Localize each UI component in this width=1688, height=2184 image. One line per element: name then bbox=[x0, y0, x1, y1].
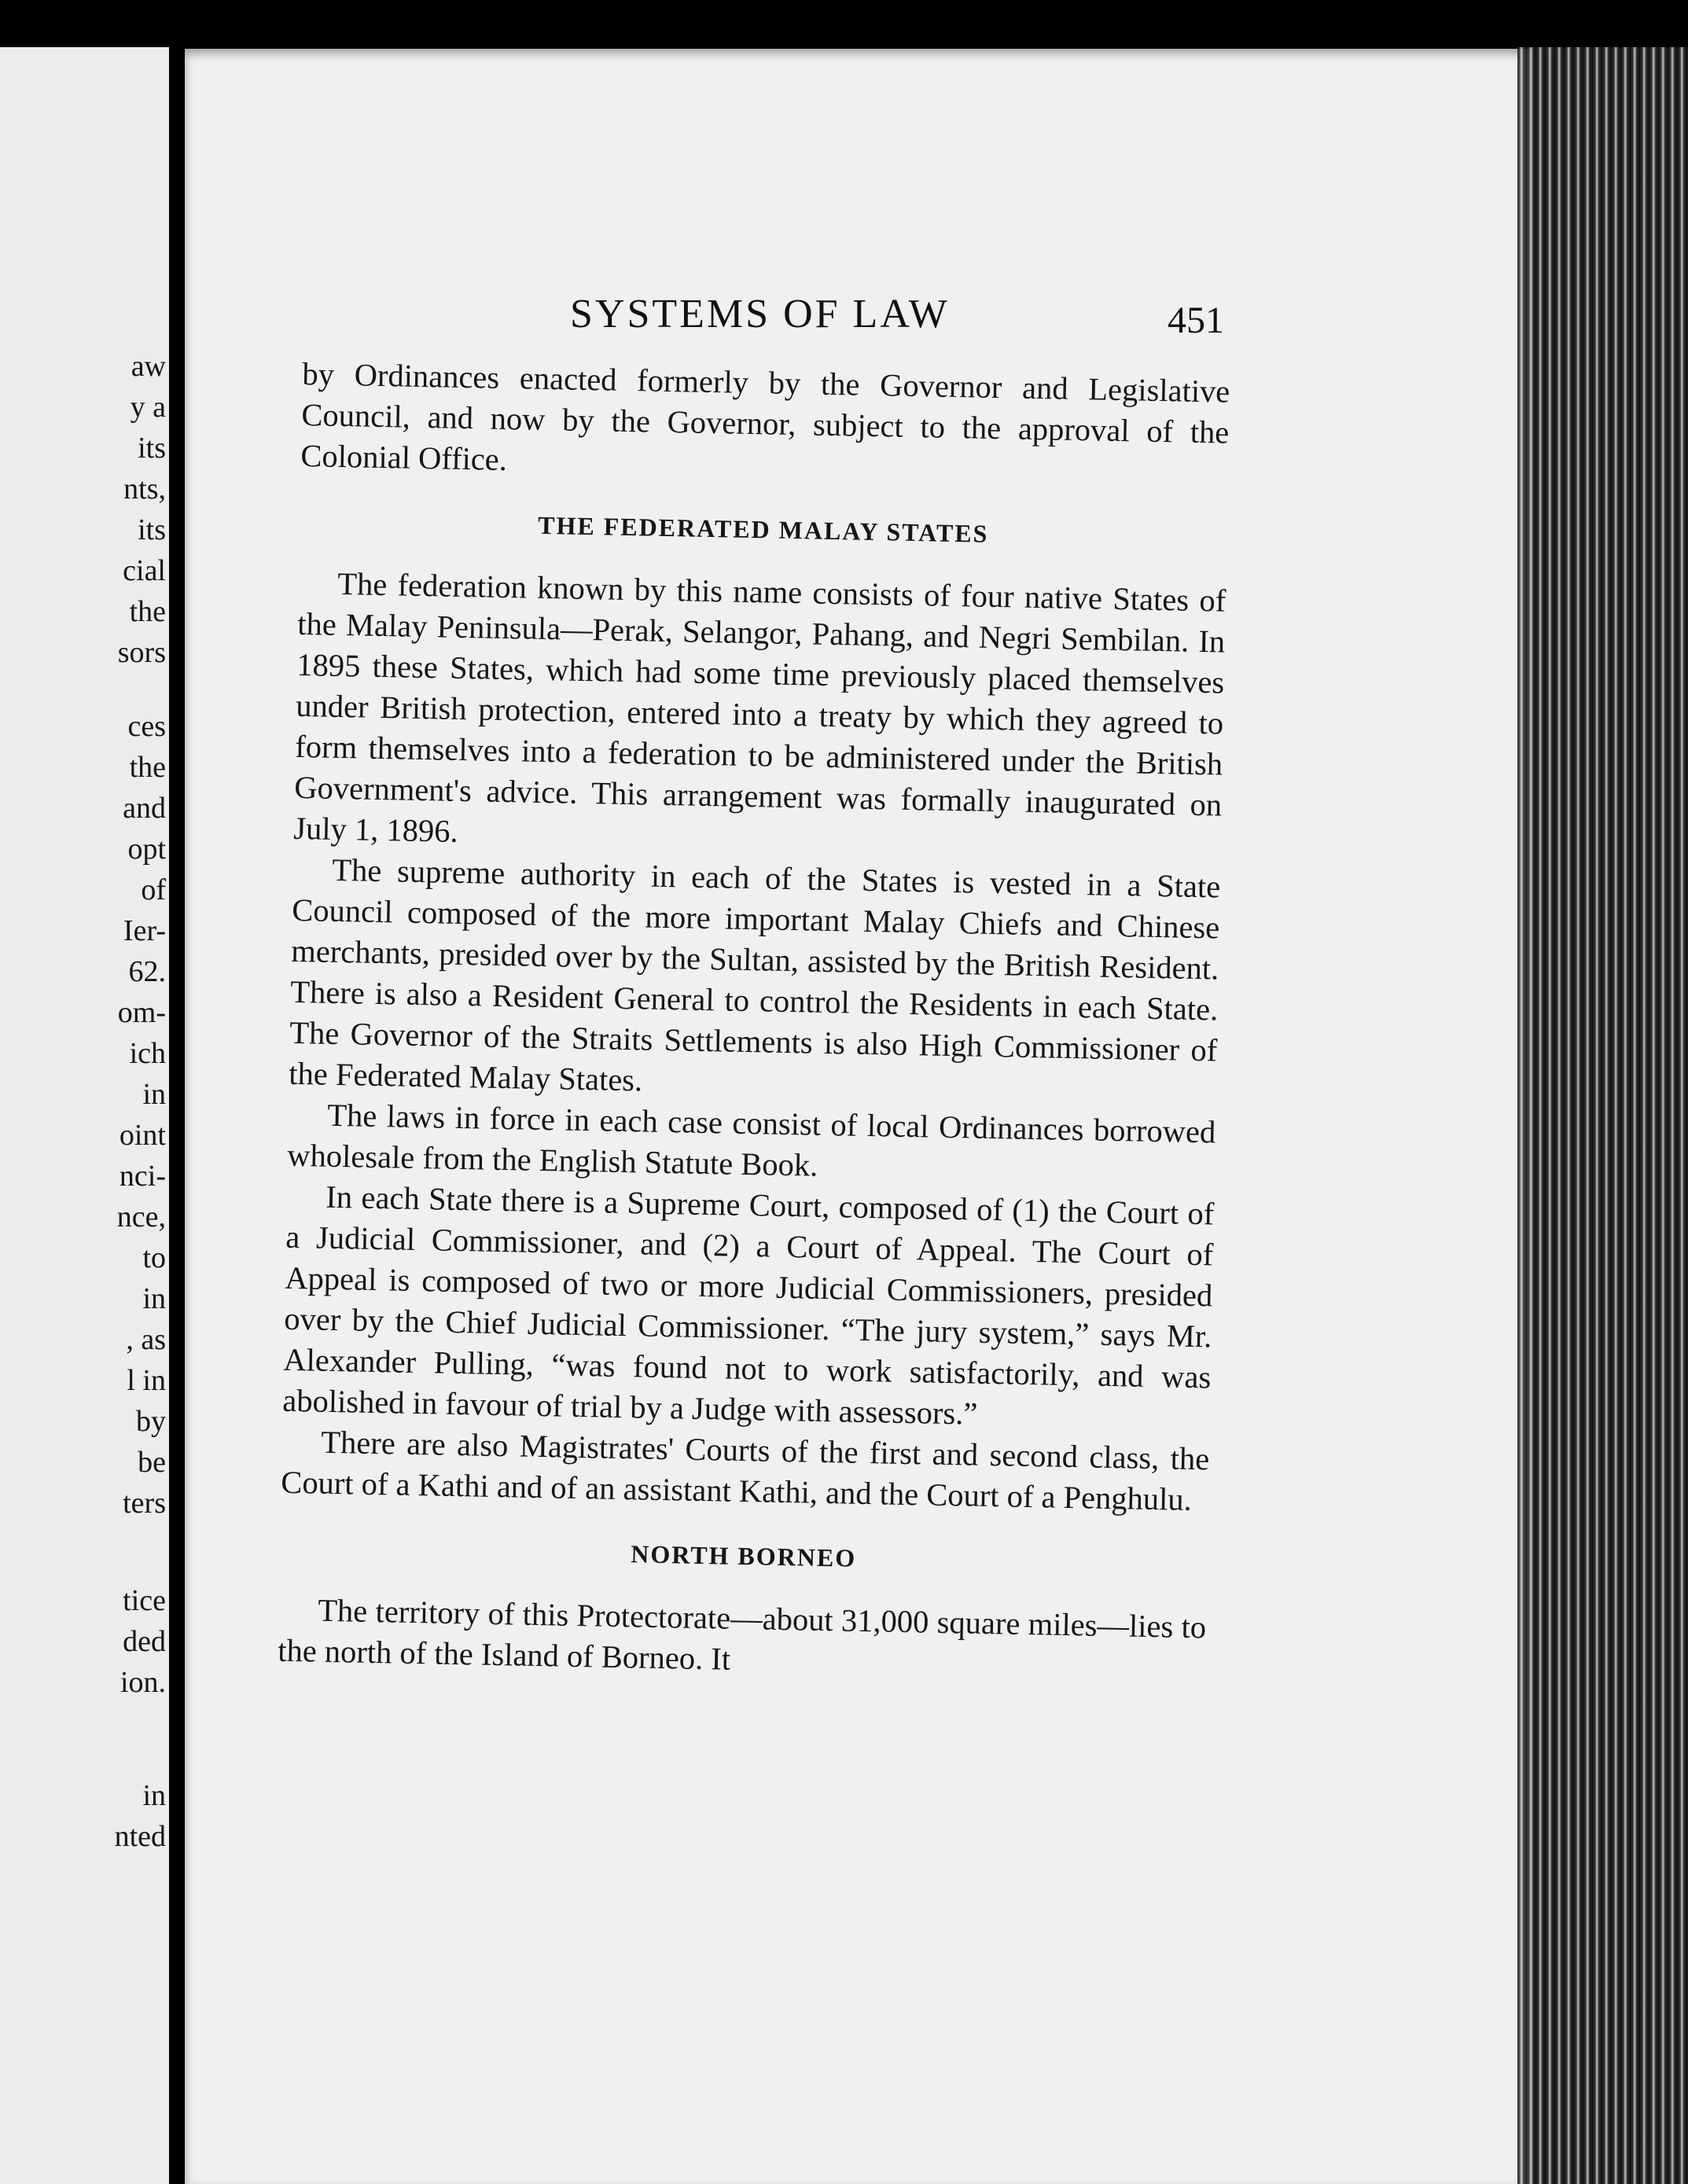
body-paragraph: There are also Magistrates' Courts of the first and second class, the Court of a Kathi and of an assistant Kathi, and the Court of a Penghulu. bbox=[281, 1424, 1210, 1517]
page-edge bbox=[1517, 47, 1688, 2184]
body-paragraph: The supreme authority in each of the States is vested in a State Council composed of the more important Malay Chiefs and Chinese merchants, presided over by the Sultan, assisted by the British Resident. There is also a Resident General to control the Residents in each State. The Governor of the Straits Settlements is also High Commissioner of the Federated Malay States. bbox=[288, 851, 1221, 1098]
page-number: 451 bbox=[1168, 300, 1224, 341]
left-page-fragment: by bbox=[136, 1405, 166, 1438]
left-page-fragment: and bbox=[123, 792, 166, 825]
left-page-fragment: nts, bbox=[123, 472, 166, 506]
left-page-fragment: oint bbox=[119, 1119, 166, 1152]
left-page-fragment: of bbox=[141, 873, 166, 906]
left-page-fragment: its bbox=[138, 513, 166, 546]
left-page-fragment: nted bbox=[114, 1820, 166, 1853]
left-page-fragment: the bbox=[129, 595, 166, 628]
left-page-fragment: ters bbox=[123, 1487, 166, 1520]
running-title: SYSTEMS OF LAW bbox=[570, 292, 950, 336]
left-page-fragment: the bbox=[129, 751, 166, 784]
left-facing-page bbox=[0, 47, 169, 2184]
left-page-fragment: tice bbox=[123, 1584, 166, 1617]
body-paragraph: The federation known by this name consists of four native States of the Malay Peninsula—Perak, Selangor, Pahang, and Negri Sembilan. In 1895 these States, which had some time previously placed themselves under British protection, entered into a treaty by which they agreed to form themselves into a federation to be administered under the British Government's advice. This arrangement was formally inaugurated on July 1, 1896. bbox=[292, 565, 1226, 849]
left-page-fragment: Ier- bbox=[123, 914, 166, 947]
book-page bbox=[185, 49, 1533, 2184]
body-paragraph: The territory of this Protectorate—about 31,000 square miles—lies to the north of the Island of Borneo. It bbox=[277, 1592, 1207, 1677]
left-page-fragment: to bbox=[142, 1241, 166, 1274]
left-page-fragment: nce, bbox=[116, 1200, 166, 1234]
opening-paragraph: by Ordinances enacted formerly by the Governor and Legislative Council, and now by the Governor, subject to the approval of the Colonial Office. bbox=[300, 355, 1230, 478]
left-page-fragment: cial bbox=[123, 554, 166, 587]
left-page-fragment: in bbox=[142, 1779, 166, 1812]
left-page-fragment: om- bbox=[117, 996, 166, 1029]
left-page-fragment: be bbox=[138, 1446, 166, 1479]
left-page-fragment: its bbox=[138, 432, 166, 465]
left-page-fragment: in bbox=[142, 1078, 166, 1111]
left-page-fragment: aw bbox=[131, 350, 166, 383]
page-body bbox=[278, 354, 1230, 1689]
body-paragraph: The laws in force in each case consist of local Ordinances borrowed wholesale from the English Statute Book. bbox=[286, 1097, 1216, 1183]
left-page-fragment: sors bbox=[117, 636, 166, 669]
running-head bbox=[185, 277, 1533, 340]
section-heading-north-borneo: NORTH BORNEO bbox=[630, 1539, 857, 1572]
left-page-fragment: l in bbox=[127, 1364, 166, 1397]
left-page-fragment: opt bbox=[127, 833, 166, 866]
left-page-fragment: ces bbox=[127, 710, 166, 743]
left-page-fragment: , as bbox=[126, 1323, 166, 1356]
left-page-fragment: in bbox=[142, 1282, 166, 1315]
left-page-fragment: 62. bbox=[128, 955, 166, 988]
left-page-fragment: ion. bbox=[120, 1666, 166, 1699]
left-page-fragment: y a bbox=[130, 391, 166, 424]
left-page-fragment: ded bbox=[123, 1625, 166, 1658]
section-heading-federated-malay-states: THE FEDERATED MALAY STATES bbox=[537, 510, 989, 548]
left-page-fragment: nci- bbox=[119, 1160, 166, 1193]
left-page-fragment: ich bbox=[129, 1037, 166, 1070]
body-paragraph: In each State there is a Supreme Court, composed of (1) the Court of a Judicial Commissioner, and (2) a Court of Appeal. The Court of Appeal is composed of two or more Judicial Commissioners, presided over by the Chief Judicial Commissioner. “The jury system,” says Mr. Alexander Pulling, “was found not to work satisfactorily, and was abolished in favour of trial by a Judge with assessors.” bbox=[282, 1178, 1215, 1432]
